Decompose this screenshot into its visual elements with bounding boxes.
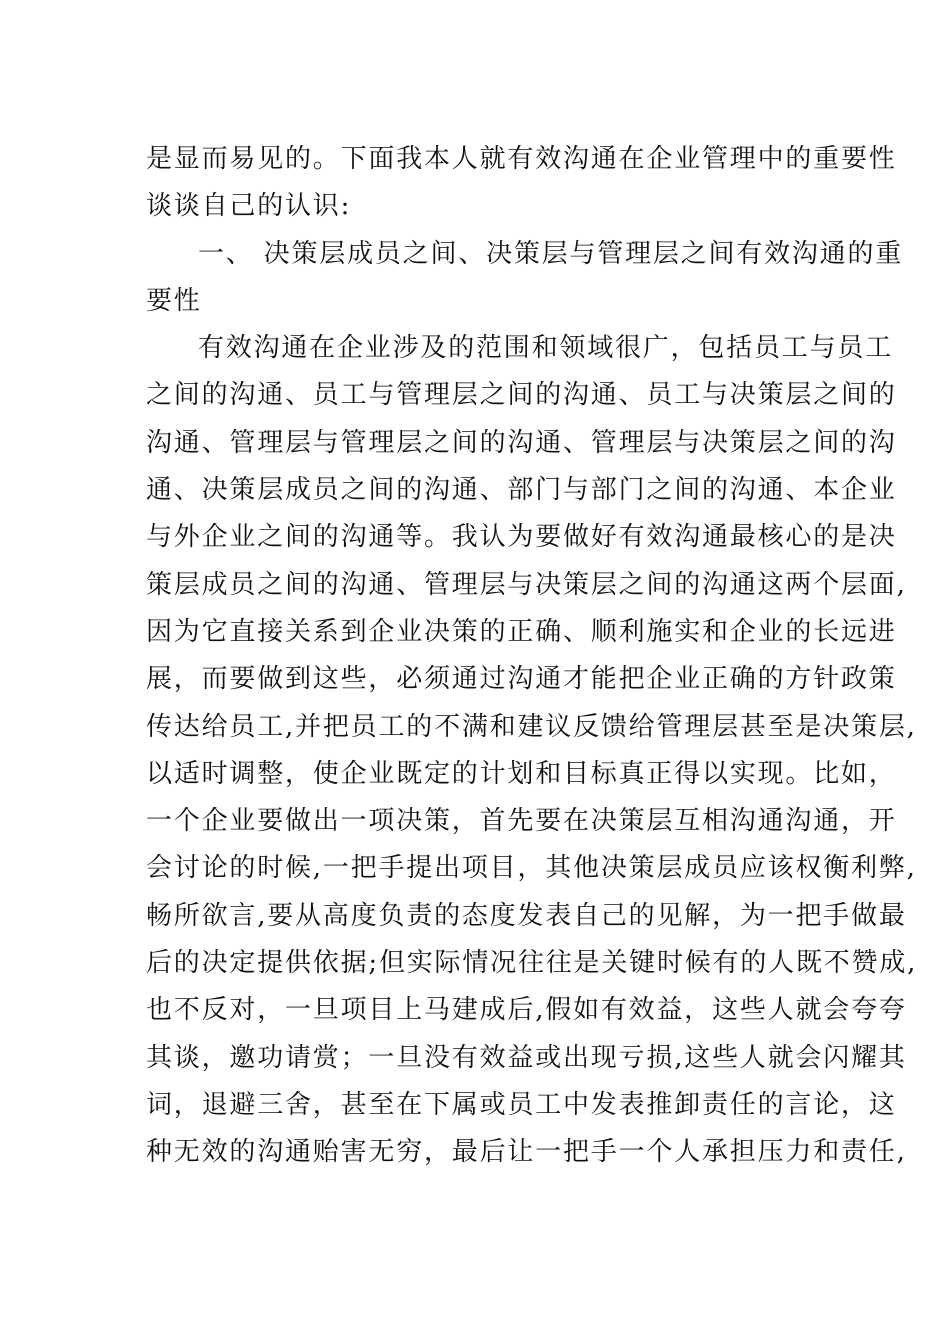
text-line: 沟通、管理层与管理层之间的沟通、管理层与决策层之间的沟 bbox=[146, 427, 897, 458]
text-line: 与外企业之间的沟通等。我认为要做好有效沟通最核心的是决 bbox=[146, 522, 897, 553]
text-line: 种无效的沟通贻害无穷，最后让一把手一个人承担压力和责任, bbox=[146, 1137, 907, 1168]
text-line: 后的决定提供依据;但实际情况往往是关键时候有的人既不赞成, bbox=[146, 948, 918, 979]
text-line: 之间的沟通、员工与管理层之间的沟通、员工与决策层之间的 bbox=[146, 380, 897, 411]
text-line: 其谈，邀功请赏；一旦没有效益或出现亏损,这些人就会闪耀其 bbox=[146, 1042, 907, 1073]
text-line: 一个企业要做出一项决策，首先要在决策层互相沟通沟通，开 bbox=[146, 806, 897, 837]
text-line: 以适时调整，使企业既定的计划和目标真正得以实现。比如， bbox=[146, 758, 897, 789]
section-heading: 一、 决策层成员之间、决策层与管理层之间有效沟通的重 bbox=[198, 238, 904, 269]
text-line: 会讨论的时候,一把手提出项目，其他决策层成员应该权衡利弊, bbox=[146, 853, 917, 884]
text-line: 词，退避三舍，甚至在下属或员工中发表推卸责任的言论，这 bbox=[146, 1089, 897, 1120]
section-heading-continued: 要性 bbox=[146, 285, 202, 316]
text-line: 展，而要做到这些，必须通过沟通才能把企业正确的方针政策 bbox=[146, 664, 897, 695]
text-line: 策层成员之间的沟通、管理层与决策层之间的沟通这两个层面, bbox=[146, 569, 907, 600]
text-line: 传达给员工,并把员工的不满和建议反馈给管理层甚至是决策层, bbox=[146, 711, 917, 742]
text-line: 因为它直接关系到企业决策的正确、顺利施实和企业的长远进 bbox=[146, 616, 897, 647]
paragraph-start: 有效沟通在企业涉及的范围和领域很广，包括员工与员工 bbox=[198, 333, 894, 364]
text-line: 谈谈自己的认识: bbox=[146, 191, 352, 222]
text-line: 通、决策层成员之间的沟通、部门与部门之间的沟通、本企业 bbox=[146, 475, 897, 506]
text-line: 是显而易见的。下面我本人就有效沟通在企业管理中的重要性 bbox=[146, 144, 897, 174]
text-line: 畅所欲言,要从高度负责的态度发表自己的见解，为一把手做最 bbox=[146, 900, 907, 931]
text-line: 也不反对，一旦项目上马建成后,假如有效益，这些人就会夸夸 bbox=[146, 995, 907, 1026]
body-text bbox=[146, 136, 918, 1177]
